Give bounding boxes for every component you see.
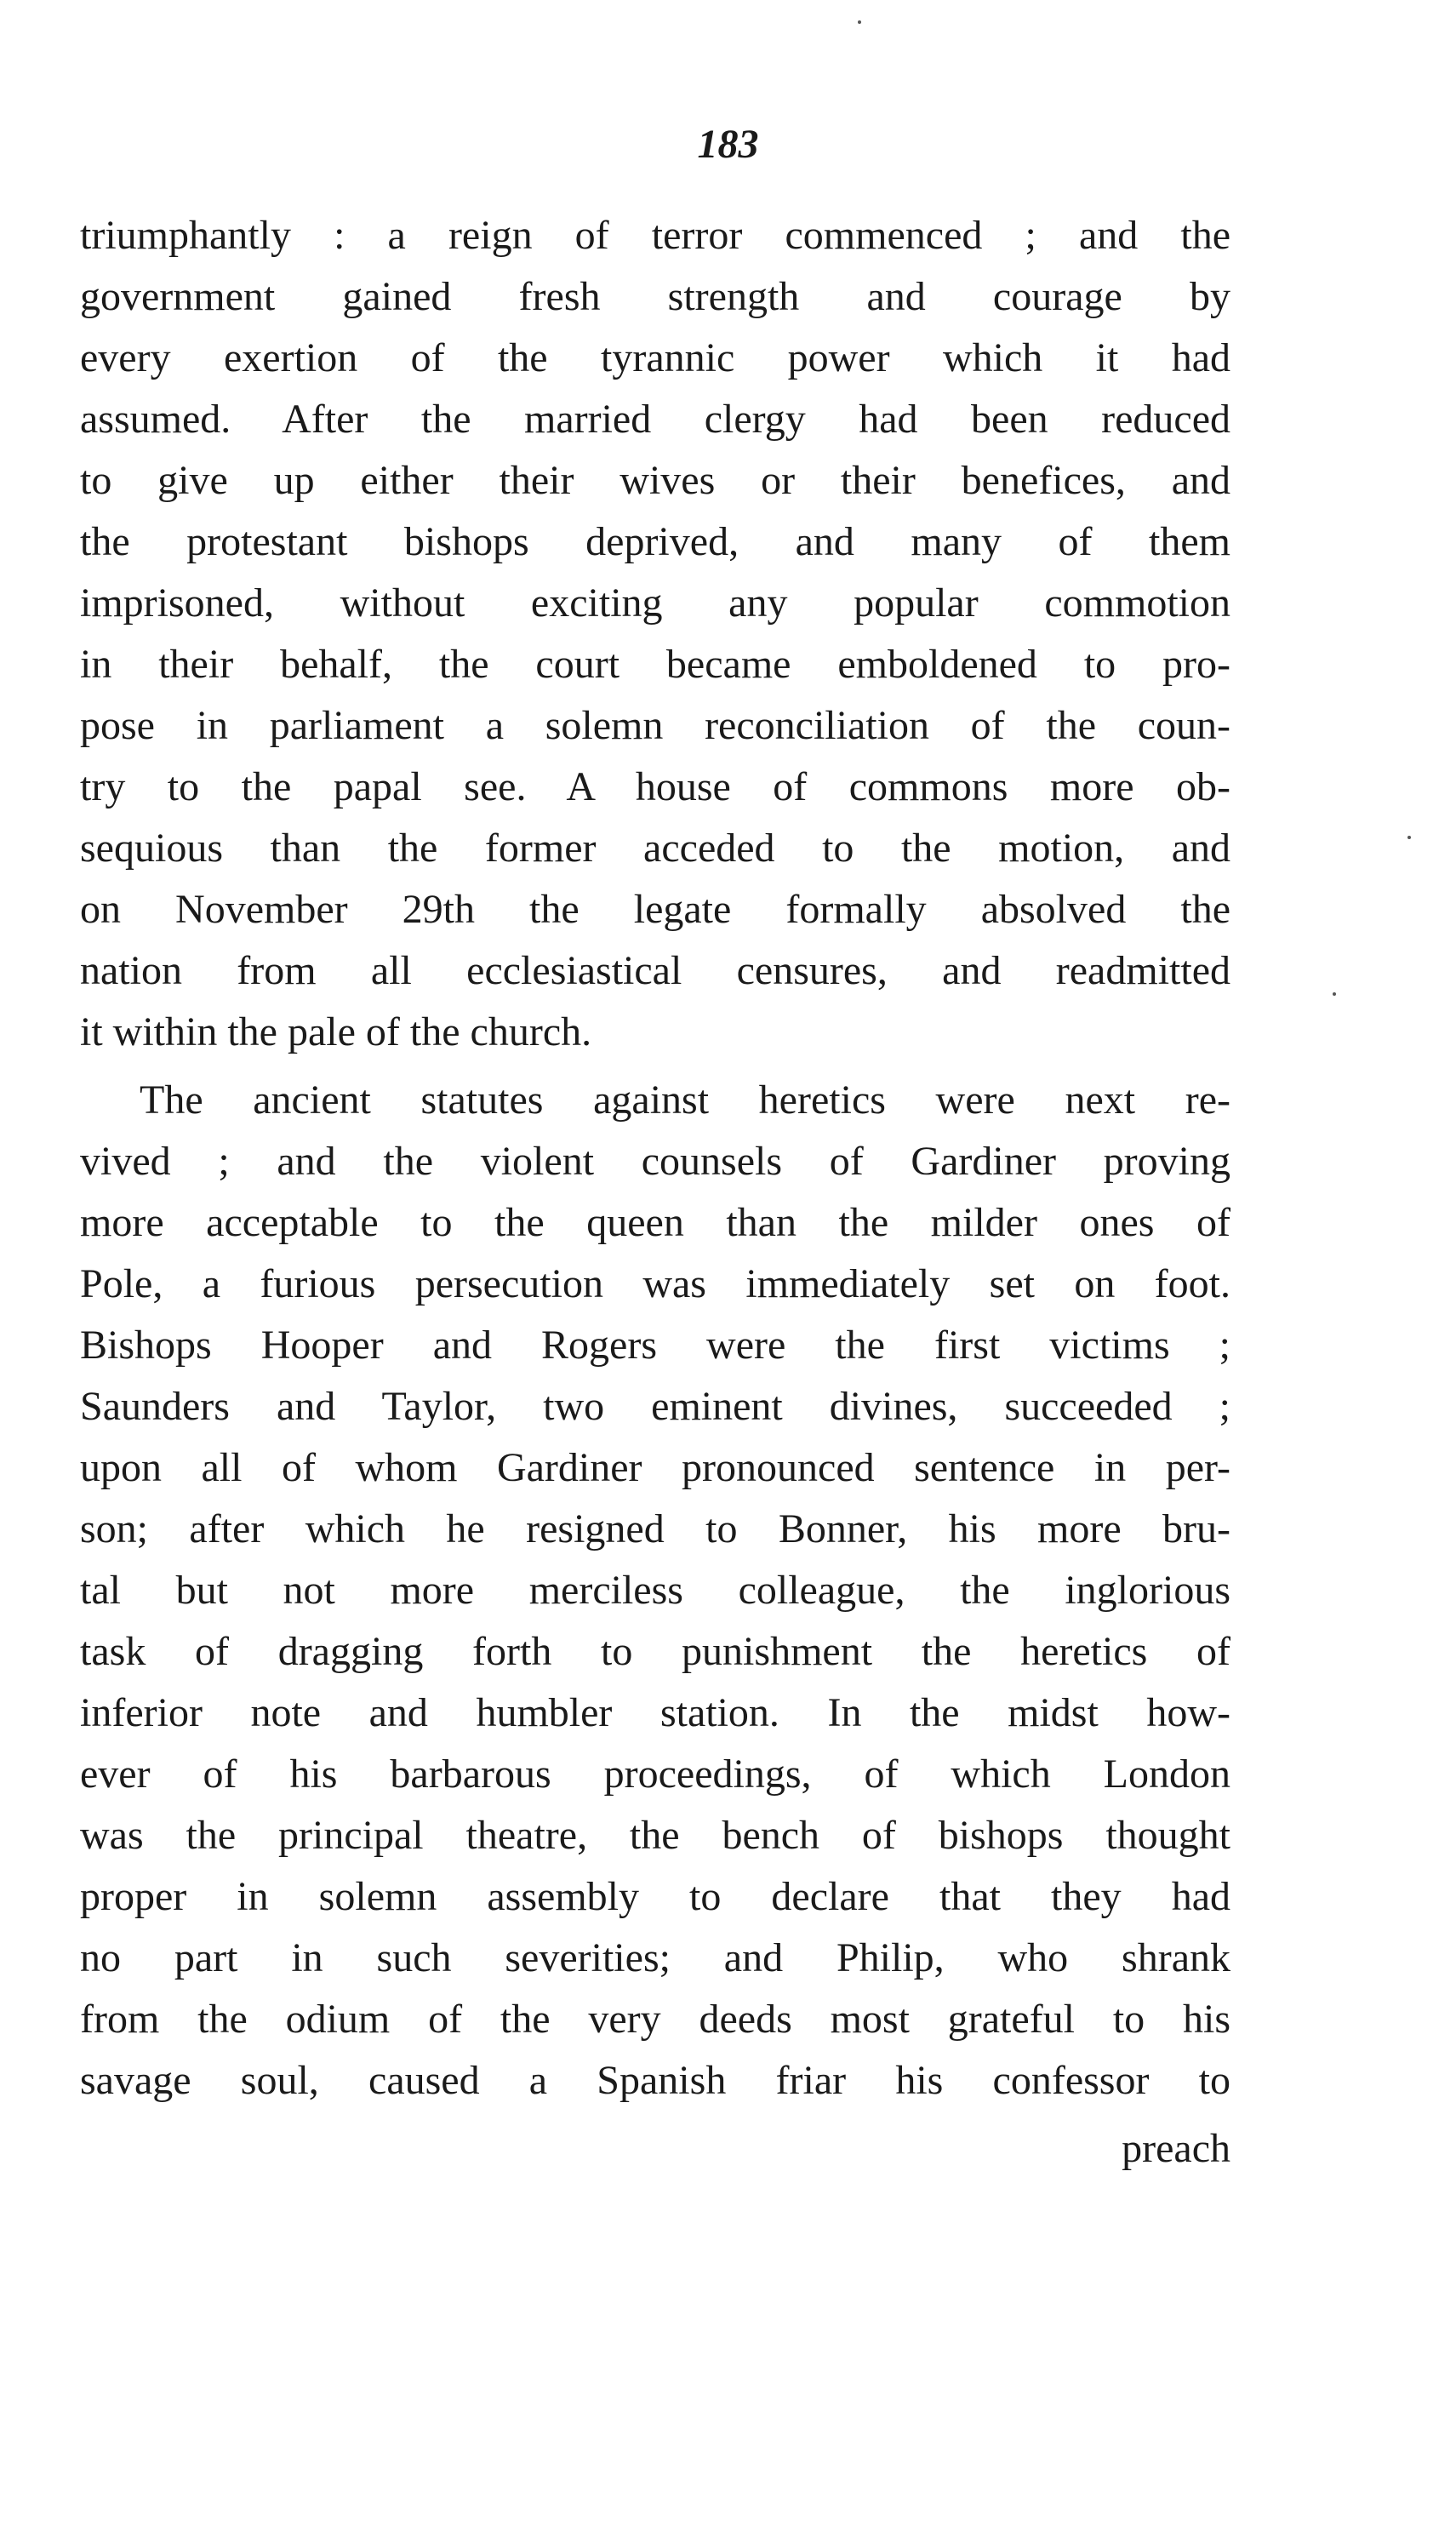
text-line: task of dragging forth to punishment the heretics of xyxy=(80,1629,1230,1674)
text-line: Bishops Hooper and Rogers were the first victims ; xyxy=(80,1323,1230,1368)
text-line: vived ; and the violent counsels of Gardiner proving xyxy=(80,1139,1230,1184)
text-line: sequious than the former acceded to the motion, and xyxy=(80,826,1230,871)
text-line: imprisoned, without exciting any popular commotion xyxy=(80,580,1230,626)
text-line: was the principal theatre, the bench of bishops thought xyxy=(80,1813,1230,1858)
paper-speck xyxy=(1333,992,1336,996)
text-line: to give up either their wives or their benefices, and xyxy=(80,458,1230,503)
text-line: no part in such severities; and Philip, who shrank xyxy=(80,1935,1230,1980)
text-line: savage soul, caused a Spanish friar his confessor to xyxy=(80,2058,1230,2103)
text-line: assumed. After the married clergy had been reduced xyxy=(80,397,1230,442)
text-line: from the odium of the very deeds most grateful to his xyxy=(80,1997,1230,2042)
text-line: The ancient statutes against heretics were next re- xyxy=(140,1077,1230,1123)
text-line: every exertion of the tyrannic power which it had xyxy=(80,335,1230,380)
page-number: 183 xyxy=(697,122,759,167)
text-line: more acceptable to the queen than the milder ones of xyxy=(80,1200,1230,1245)
text-line: tal but not more merciless colleague, the inglorious xyxy=(80,1568,1230,1613)
text-line: the protestant bishops deprived, and many of them xyxy=(80,519,1230,564)
text-line: pose in parliament a solemn reconciliation of the coun- xyxy=(80,703,1230,748)
text-line: son; after which he resigned to Bonner, his more bru- xyxy=(80,1506,1230,1551)
text-line: government gained fresh strength and courage by xyxy=(80,274,1230,319)
text-line: inferior note and humbler station. In the midst how- xyxy=(80,1690,1230,1735)
text-line: proper in solemn assembly to declare that they had xyxy=(80,1874,1230,1919)
catchword: preach xyxy=(1122,2126,1230,2171)
text-line: in their behalf, the court became emboldened to pro- xyxy=(80,642,1230,687)
paper-speck xyxy=(858,20,861,24)
text-line: try to the papal see. A house of commons more ob- xyxy=(80,764,1230,809)
text-line: on November 29th the legate formally absolved the xyxy=(80,887,1230,932)
text-line: Pole, a furious persecution was immediately set on foot. xyxy=(80,1261,1230,1306)
text-line: ever of his barbarous proceedings, of which London xyxy=(80,1751,1230,1797)
text-line: it within the pale of the church. xyxy=(80,1009,592,1054)
paper-speck xyxy=(1407,836,1411,839)
text-line: Saunders and Taylor, two eminent divines, succeeded ; xyxy=(80,1384,1230,1429)
text-line: nation from all ecclesiastical censures, and readmitted xyxy=(80,948,1230,993)
text-line: upon all of whom Gardiner pronounced sentence in per- xyxy=(80,1445,1230,1490)
text-line: triumphantly : a reign of terror commenced ; and the xyxy=(80,213,1230,258)
